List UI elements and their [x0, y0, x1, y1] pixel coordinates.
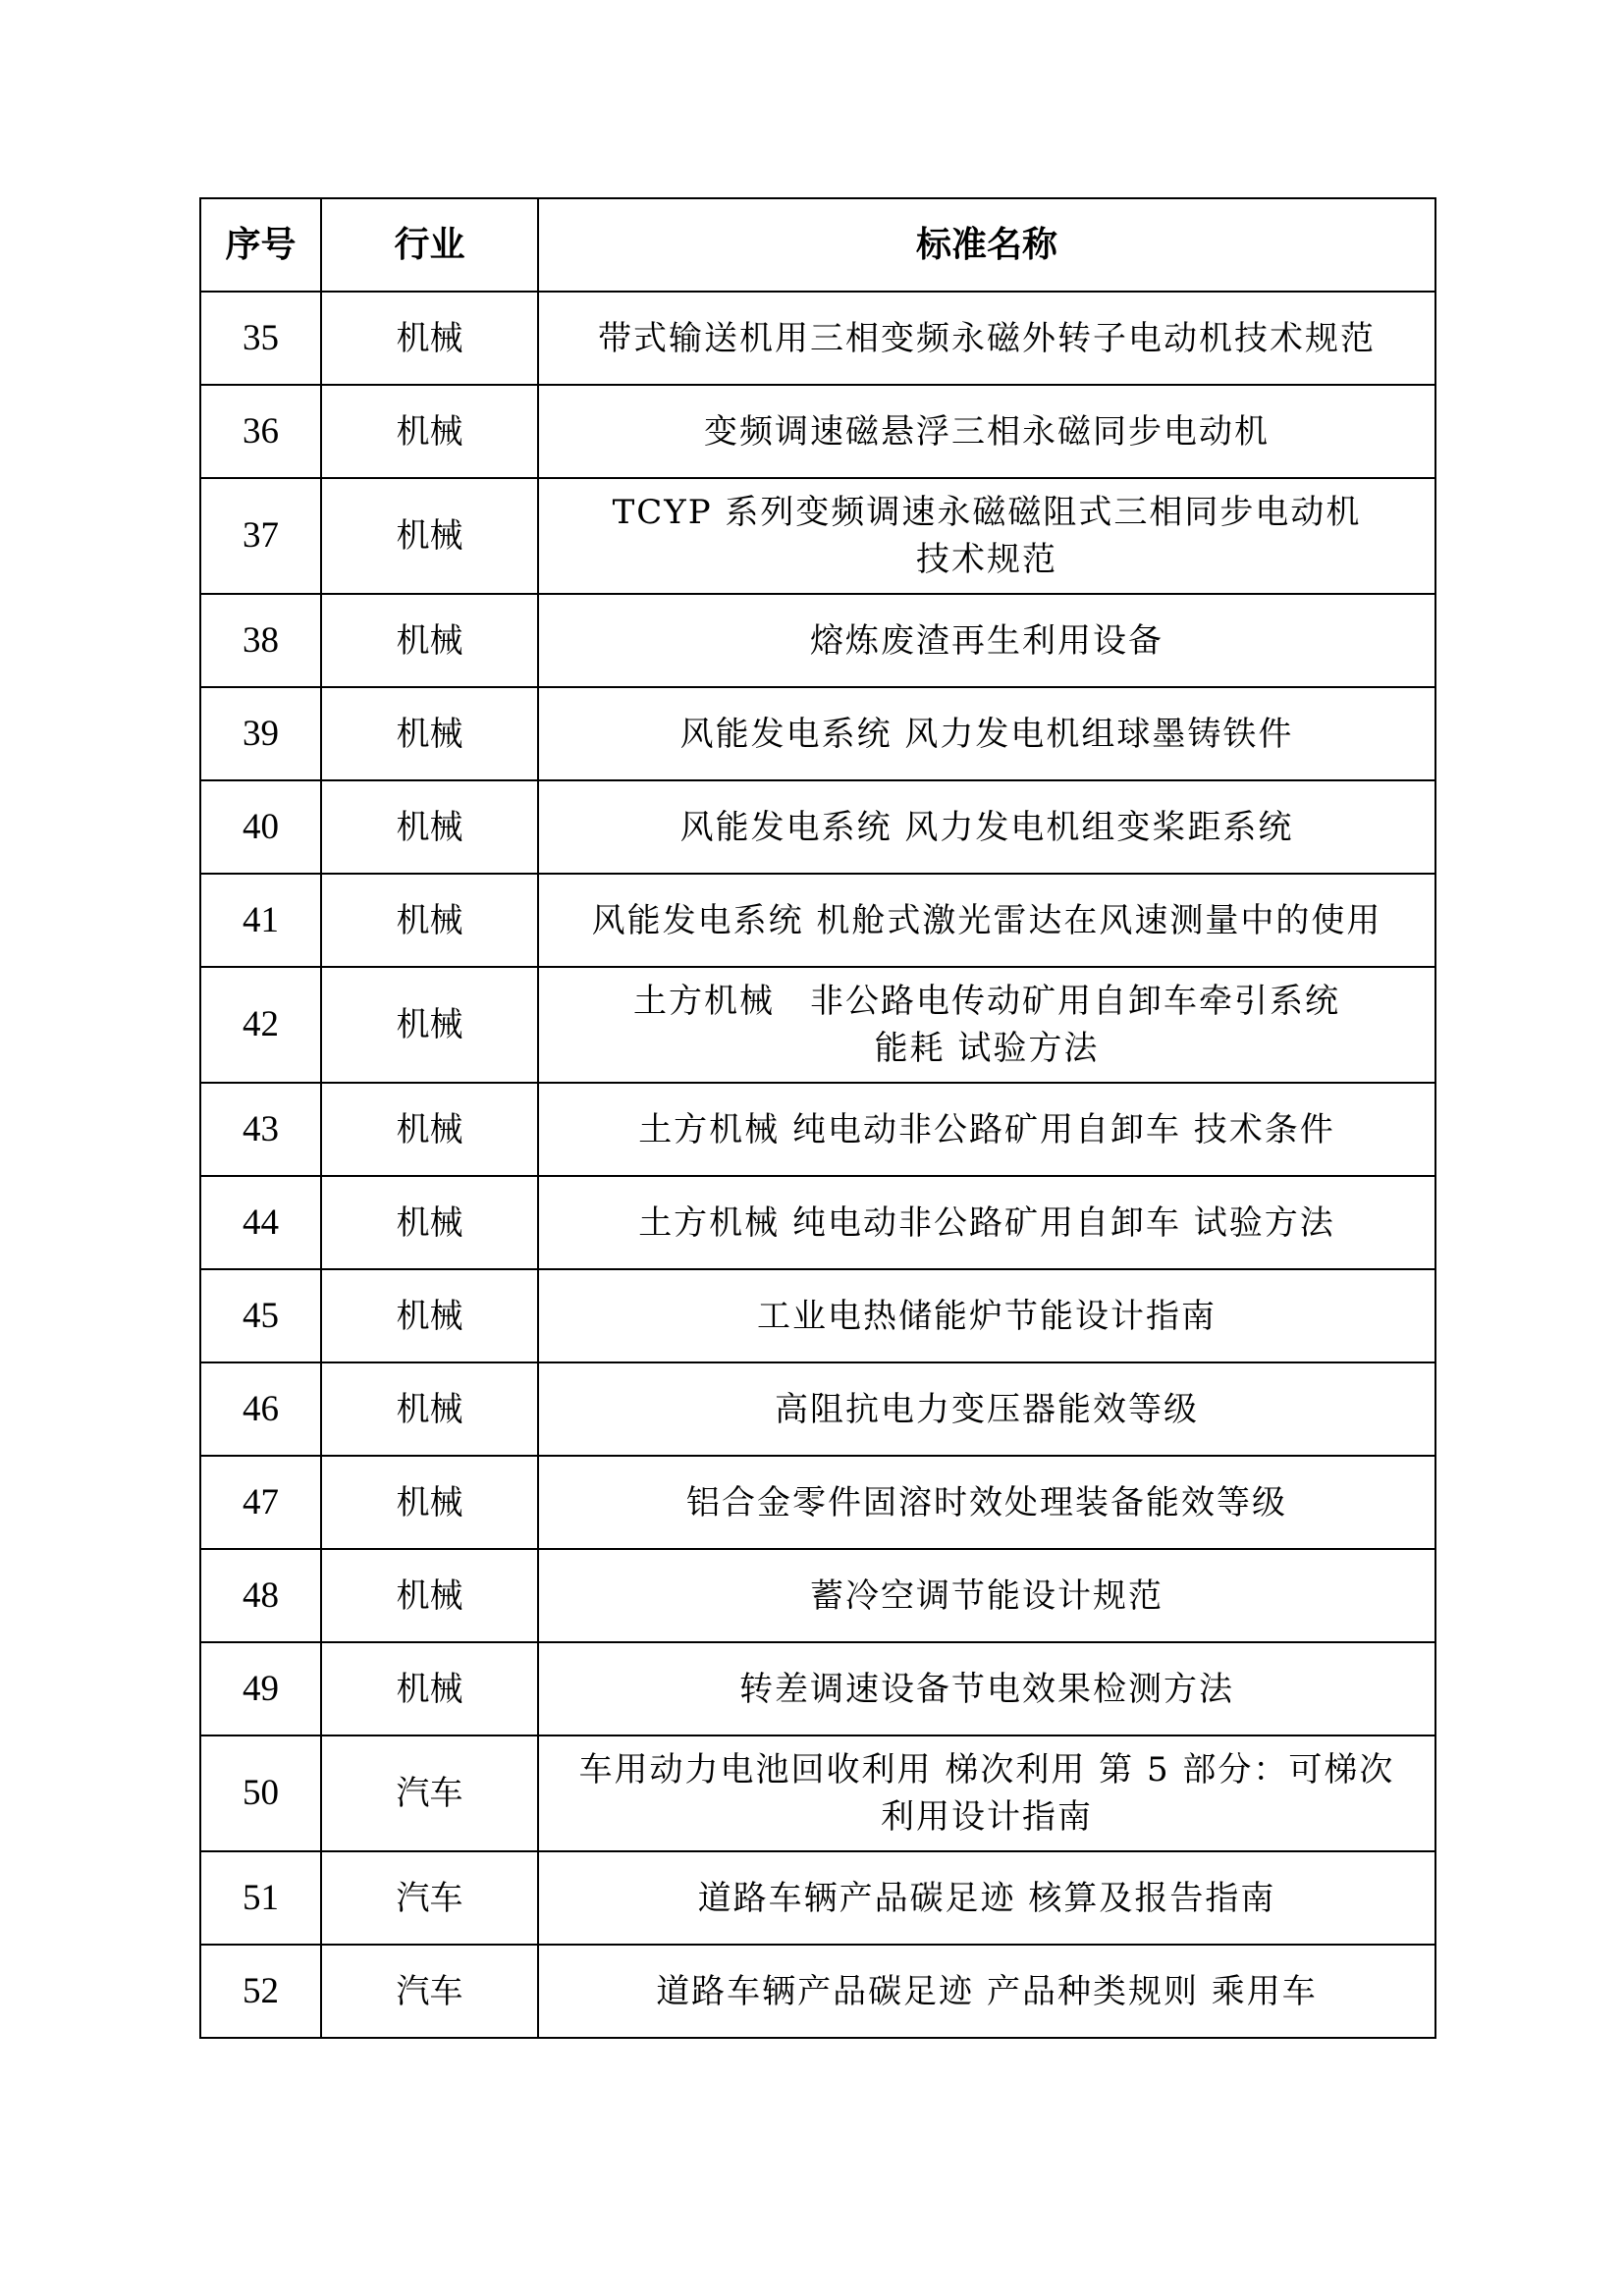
industry-cell: 汽车	[321, 1735, 538, 1851]
header-standard-name: 标准名称	[538, 198, 1435, 292]
serial-number-cell: 51	[200, 1851, 321, 1945]
standard-name-line: 蓄冷空调节能设计规范	[810, 1575, 1164, 1616]
table-row	[200, 1642, 1435, 1735]
serial-number-cell: 46	[200, 1362, 321, 1456]
standard-name-cell	[538, 1642, 1435, 1735]
standard-name-cell	[538, 594, 1435, 687]
table-row	[200, 687, 1435, 780]
industry-cell: 汽车	[321, 1945, 538, 2038]
industry-cell: 机械	[321, 1083, 538, 1176]
table-row	[200, 967, 1435, 1083]
standard-name-line: 铝合金零件固溶时效处理装备能效等级	[686, 1482, 1287, 1522]
serial-number-cell: 45	[200, 1269, 321, 1362]
standard-name-cell	[538, 292, 1435, 385]
serial-number-cell: 44	[200, 1176, 321, 1269]
table-row	[200, 1945, 1435, 2038]
standard-name-line: 工业电热储能炉节能设计指南	[757, 1296, 1217, 1336]
standard-name-cell	[538, 1945, 1435, 2038]
standard-name-line: 土方机械 纯电动非公路矿用自卸车 技术条件	[638, 1109, 1335, 1149]
serial-number-cell: 49	[200, 1642, 321, 1735]
serial-number-cell: 37	[200, 478, 321, 594]
industry-cell: 机械	[321, 292, 538, 385]
standard-name-line: 土方机械 纯电动非公路矿用自卸车 试验方法	[638, 1202, 1335, 1243]
header-industry: 行业	[321, 198, 538, 292]
industry-cell: 汽车	[321, 1851, 538, 1945]
industry-cell: 机械	[321, 594, 538, 687]
standard-name-cell	[538, 478, 1435, 594]
standard-name-line: 能耗 试验方法	[874, 1029, 1100, 1068]
table-row	[200, 874, 1435, 967]
standard-name-line: 利用设计指南	[881, 1797, 1093, 1837]
industry-cell: 机械	[321, 1362, 538, 1456]
industry-cell: 机械	[321, 385, 538, 478]
table-row	[200, 385, 1435, 478]
table-row	[200, 1456, 1435, 1549]
table-row	[200, 1851, 1435, 1945]
serial-number-cell: 42	[200, 967, 321, 1083]
industry-cell: 机械	[321, 1642, 538, 1735]
serial-number-cell: 36	[200, 385, 321, 478]
industry-cell: 机械	[321, 1456, 538, 1549]
standard-name-line: 熔炼废渣再生利用设备	[810, 620, 1164, 661]
standard-name-cell	[538, 967, 1435, 1083]
industry-cell: 机械	[321, 1269, 538, 1362]
standard-name-line: 土方机械 非公路电传动矿用自卸车牵引系统	[633, 982, 1340, 1021]
standard-name-cell	[538, 687, 1435, 780]
serial-number-cell: 43	[200, 1083, 321, 1176]
standard-name-cell	[538, 780, 1435, 874]
standard-name-line: 技术规范	[916, 540, 1057, 579]
serial-number-cell: 52	[200, 1945, 321, 2038]
standard-name-cell	[538, 1456, 1435, 1549]
table-body	[200, 292, 1435, 2038]
standard-name-line: 变频调速磁悬浮三相永磁同步电动机	[704, 411, 1270, 452]
industry-cell: 机械	[321, 780, 538, 874]
serial-number-cell: 38	[200, 594, 321, 687]
serial-number-cell: 41	[200, 874, 321, 967]
table-row	[200, 1269, 1435, 1362]
standard-name-cell	[538, 1362, 1435, 1456]
serial-number-cell: 50	[200, 1735, 321, 1851]
standard-name-cell	[538, 1176, 1435, 1269]
standard-name-line: 风能发电系统 风力发电机组球墨铸铁件	[679, 714, 1294, 754]
table-row	[200, 780, 1435, 874]
table-row	[200, 478, 1435, 594]
standards-table	[199, 197, 1436, 2039]
serial-number-cell: 40	[200, 780, 321, 874]
serial-number-cell: 48	[200, 1549, 321, 1642]
standard-name-cell	[538, 1851, 1435, 1945]
table-row	[200, 1176, 1435, 1269]
standard-name-line: 高阻抗电力变压器能效等级	[775, 1389, 1199, 1429]
industry-cell: 机械	[321, 687, 538, 780]
serial-number-cell: 47	[200, 1456, 321, 1549]
standard-name-line: 道路车辆产品碳足迹 产品种类规则 乘用车	[656, 1971, 1318, 2011]
standard-name-cell	[538, 385, 1435, 478]
industry-cell: 机械	[321, 1176, 538, 1269]
table-row	[200, 1735, 1435, 1851]
standard-name-line: 道路车辆产品碳足迹 核算及报告指南	[697, 1878, 1276, 1918]
standard-name-cell	[538, 1549, 1435, 1642]
industry-cell: 机械	[321, 478, 538, 594]
standard-name-line: 车用动力电池回收利用 梯次利用 第 5 部分：可梯次	[578, 1750, 1395, 1789]
standard-name-line: 转差调速设备节电效果检测方法	[739, 1669, 1234, 1709]
standard-name-line: TCYP 系列变频调速永磁磁阻式三相同步电动机	[612, 493, 1362, 532]
header-serial-number: 序号	[200, 198, 321, 292]
industry-cell: 机械	[321, 967, 538, 1083]
industry-cell: 机械	[321, 1549, 538, 1642]
standard-name-cell	[538, 874, 1435, 967]
table-header-row	[200, 198, 1435, 292]
standard-name-line: 带式输送机用三相变频永磁外转子电动机技术规范	[598, 318, 1376, 358]
industry-cell: 机械	[321, 874, 538, 967]
standard-name-cell	[538, 1735, 1435, 1851]
standard-name-cell	[538, 1083, 1435, 1176]
standard-name-line: 风能发电系统 机舱式激光雷达在风速测量中的使用	[591, 900, 1382, 940]
table-row	[200, 594, 1435, 687]
table-row	[200, 1362, 1435, 1456]
table-row	[200, 1549, 1435, 1642]
table-row	[200, 292, 1435, 385]
serial-number-cell: 39	[200, 687, 321, 780]
standard-name-line: 风能发电系统 风力发电机组变桨距系统	[679, 807, 1294, 847]
standard-name-cell	[538, 1269, 1435, 1362]
serial-number-cell: 35	[200, 292, 321, 385]
table-row	[200, 1083, 1435, 1176]
